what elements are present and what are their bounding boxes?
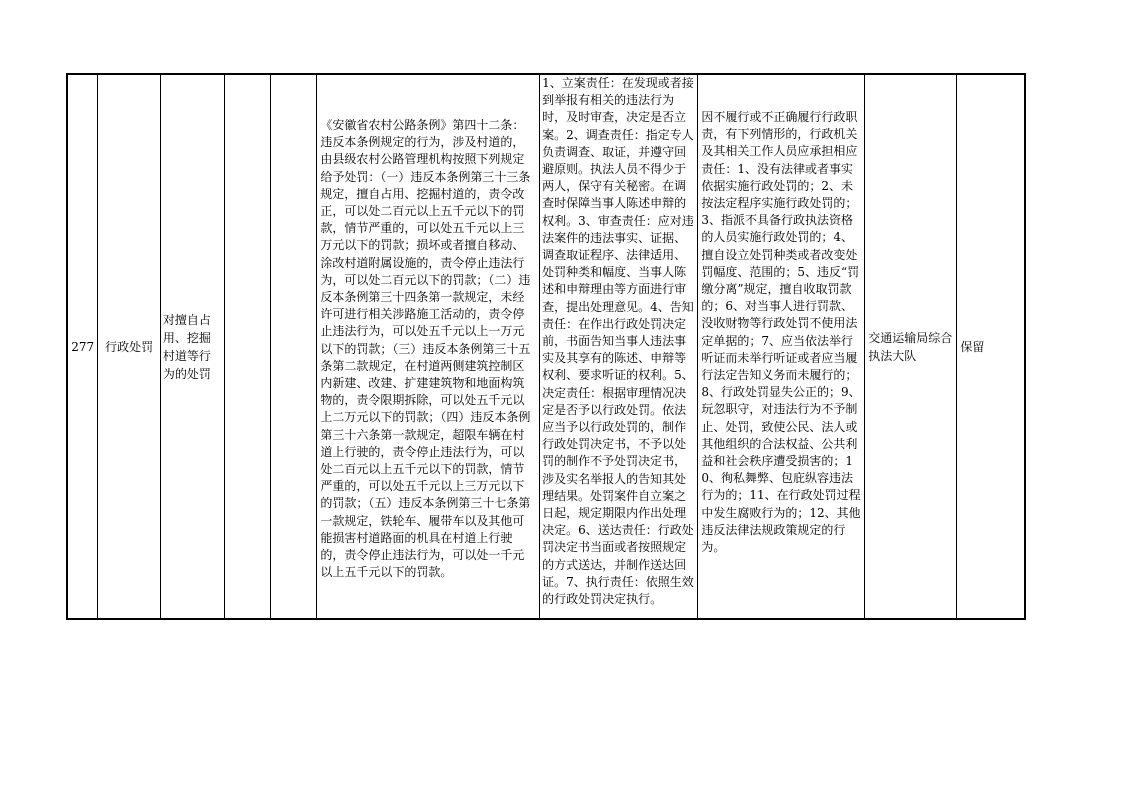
power-type-cell [98, 75, 161, 618]
liability-cell [698, 75, 865, 618]
item-name: 对擅自占用、挖掘村道等行为的处罚 [162, 312, 211, 381]
row-number-cell [68, 75, 98, 618]
row-number: 277 [71, 339, 95, 354]
power-list-table [66, 73, 1026, 620]
sub-item-cell-2 [271, 75, 317, 618]
legal-basis-cell [317, 75, 540, 618]
note-cell [957, 75, 1024, 618]
sub-item-cell-1 [225, 75, 271, 618]
legal-basis-text: 《安徽省农村公路条例》第四十二条：违反本条例规定的行为，涉及村道的，由县级农村公路管理机构按照下列规定给予处罚：（一）违反本条例第三十三条规定，擅自占用、挖掘村道的，责令改正，可以处二百元以上五千元以下的罚款，情节严重的，可以处五千元以上三万元以下的罚款；损坏或者擅自移动、涂改村道附属设施的，责令停止违法行为，可以处二百元以下的罚款；（二）违反本条例第三十四条第一款规定，未经许可进行相关涉路施工活动的，责令停止违法行为，可以处五千元以上一万元以下的罚款；（三）违反本条例第三十五条第二款规定，在村道两侧建筑控制区内新建、改建、扩建建筑物和地面构筑物的，责令限期拆除，可以处五千元以上二万元以下的罚款；（四）违反本条例第三十六条第一款规定，超限车辆在村道上行驶的，责令停止违法行为，可以处二百元以上五千元以下的罚款，情节严重的，可以处五千元以上三万元以下的罚款；（五）违反本条例第三十七条第一款规定，铁轮车、履带车以及其他可能损害村道路面的机具在村道上行驶的，责令停止违法行为，可以处一千元以上五千元以下的罚款。 [320, 118, 531, 580]
liability-text: 因不履行或不正确履行行政职责，有下列情形的，行政机关及其相关工作人员应承担相应责任：1、没有法律或者事实依据实施行政处罚的；2、未按法定程序实施行政处罚的；3、指派不具备行政执法资格的人员实施行政处罚的；4、擅自设立处罚种类或者改变处罚幅度、范围的；5、违反“罚缴分离”规定，擅自收取罚款的；6、对当事人进行罚款、没收财物等行政处罚不使用法定单据的；7、应当依法举行听证而未举行听证或者应当履行法定告知义务而未履行的；8、行政处罚显失公正的；9、玩忽职守，对违法行为不予制止、处罚，致使公民、法人或其他组织的合法权益、公共利益和社会秩序遭受损害的；10、徇私舞弊、包庇纵容违法行为的；11、在行政处罚过程中发生腐败行为的；12、其他违反法律法规政策规定的行为。 [701, 110, 861, 555]
department-cell [865, 75, 957, 618]
duty-text: 1、立案责任：在发现或者接到举报有相关的违法行为时，及时审查，决定是否立案。2、调查责任：指定专人负责调查、取证，并遵守回避原则。执法人员不得少于两人，保守有关秘密。在调查时保障当事人陈述申辩的权利。3、审查责任：应对违法案件的违法事实、证据、调查取证程序、法律适用、处罚种类和幅度、当事人陈述和申辩理由等方面进行审查，提出处理意见。4、告知责任：在作出行政处罚决定前，书面告知当事人违法事实及其享有的陈述、申辩等权利、要求听证的权利。5、决定责任：根据审理情况决定是否予以行政处罚。依法应当予以行政处罚的，制作行政处罚决定书，不予以处罚的制作不予处罚决定书，涉及实名举报人的告知其处理结果。处罚案件自立案之日起，规定期限内作出处理决定。6、送达责任：行政处罚决定书当面或者按照规定的方式送达，并制作送达回证。7、执行责任：依照生效的行政处罚决定执行。 [542, 76, 694, 607]
duty-cell [540, 75, 698, 618]
table-row [68, 75, 1024, 618]
department-name: 交通运输局综合执法大队 [868, 330, 953, 363]
note-text: 保留 [960, 340, 985, 354]
item-name-cell [161, 75, 225, 618]
power-type: 行政处罚 [105, 340, 154, 354]
